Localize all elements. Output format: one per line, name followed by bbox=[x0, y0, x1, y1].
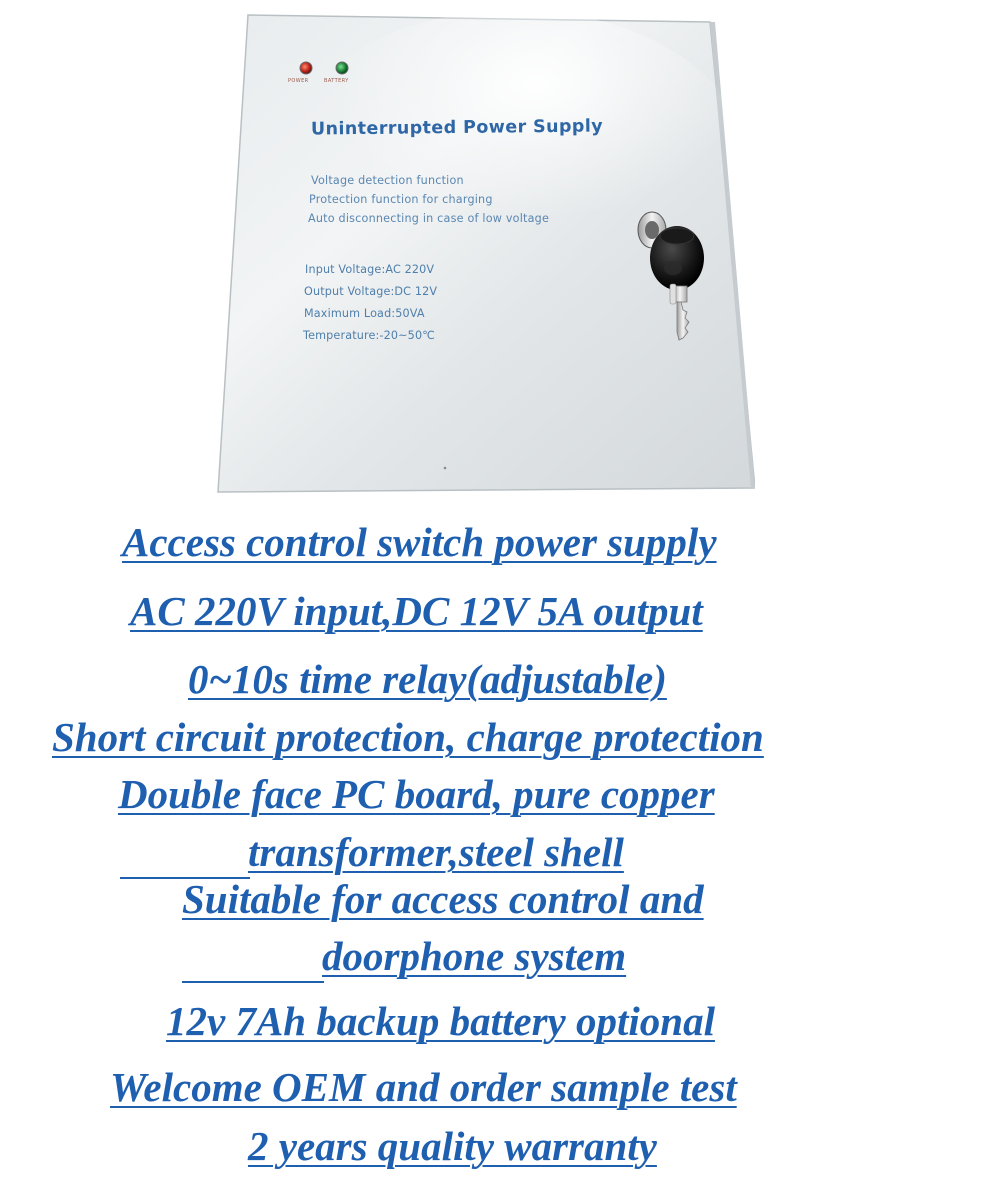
feature-line: Protection function for charging bbox=[309, 193, 493, 206]
caption-line: AC 220V input,DC 12V 5A output bbox=[130, 588, 703, 634]
spec-line: Maximum Load:50VA bbox=[304, 307, 425, 320]
spec-line: Output Voltage:DC 12V bbox=[304, 285, 438, 298]
battery-led-label: BATTERY bbox=[324, 78, 349, 84]
power-led-label: POWER bbox=[288, 78, 309, 84]
caption-line: Access control switch power supply bbox=[122, 519, 717, 565]
caption-line: Welcome OEM and order sample test bbox=[110, 1064, 737, 1110]
ups-title: Uninterrupted Power Supply bbox=[310, 116, 604, 140]
feature-line: Auto disconnecting in case of low voltage bbox=[308, 212, 550, 225]
caption-line: 0~10s time relay(adjustable) bbox=[188, 656, 667, 702]
caption-line: Suitable for access control and bbox=[182, 876, 704, 922]
product-photo bbox=[215, 10, 755, 500]
caption-line: 2 years quality warranty bbox=[248, 1123, 657, 1169]
spec-line: Temperature:-20~50℃ bbox=[303, 329, 435, 342]
feature-line: Voltage detection function bbox=[311, 174, 464, 187]
caption-line: Short circuit protection, charge protection bbox=[52, 714, 764, 760]
caption-underline-indent bbox=[182, 981, 324, 983]
caption-line: 12v 7Ah backup battery optional bbox=[166, 998, 715, 1044]
caption-line: doorphone system bbox=[322, 933, 627, 979]
power-led-icon bbox=[300, 62, 312, 74]
spec-line: Input Voltage:AC 220V bbox=[305, 263, 435, 276]
battery-led-icon bbox=[336, 62, 348, 74]
caption-line: Double face PC board, pure copper bbox=[118, 771, 715, 817]
caption-line: transformer,steel shell bbox=[248, 829, 624, 875]
